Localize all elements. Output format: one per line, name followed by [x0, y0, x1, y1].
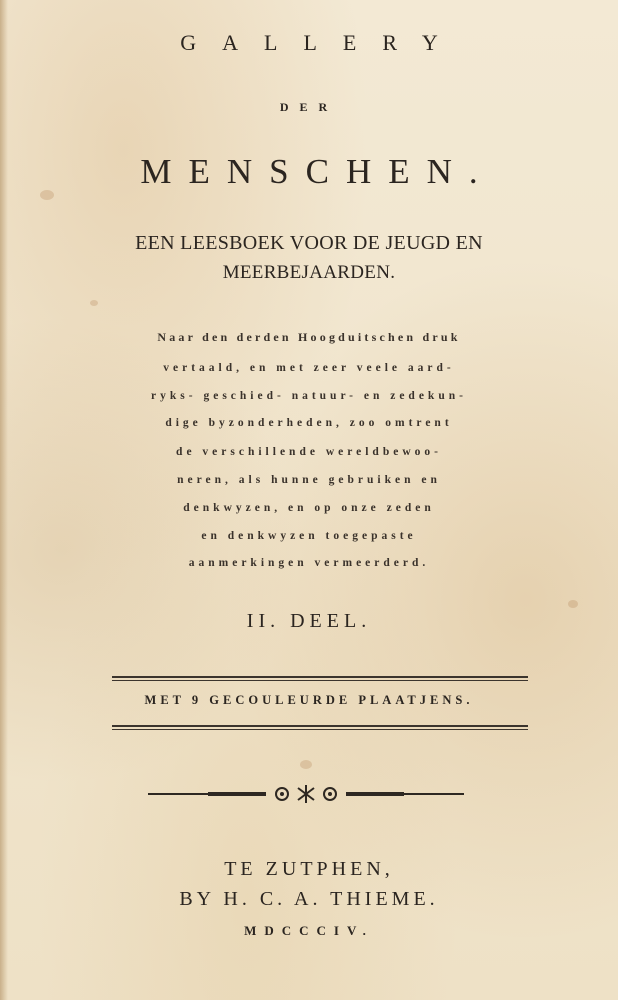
rule-bottom [112, 725, 528, 727]
page-edge [0, 0, 8, 1000]
foxing-spot [568, 600, 578, 608]
title-gallery: GALLERY [180, 30, 464, 55]
imprint-year: MDCCCIV. [244, 923, 374, 938]
subtitle-line-2: MEERBEJAARDEN. [222, 262, 396, 283]
foxing-spot [90, 300, 98, 306]
plates-note: MET 9 GECOULEURDE PLAATJENS. [144, 693, 474, 707]
body-line: denkwyzen, en op onze zeden [183, 502, 435, 514]
title-menschen: MENSCHEN. [140, 152, 495, 191]
rule-top-thin [112, 680, 528, 681]
subtitle-line-1: EEN LEESBOEK VOOR DE JEUGD EN [135, 232, 483, 254]
body-line: vertaald, en met zeer veele aard- [163, 362, 455, 374]
imprint-printer: BY H. C. A. THIEME. [179, 888, 439, 910]
imprint-place: TE ZUTPHEN, [224, 858, 394, 880]
body-line: en denkwyzen toegepaste [201, 530, 417, 542]
body-line: aanmerkingen vermeerderd. [188, 557, 430, 569]
volume-label: II. DEEL. [246, 610, 372, 632]
body-line: neren, als hunne gebruiken en [177, 474, 441, 486]
foxing-spot [300, 760, 312, 769]
title-der: DER [279, 100, 339, 114]
ornament-divider [148, 784, 464, 804]
body-line: ryks- geschied- natuur- en zedekun- [151, 390, 467, 402]
body-line: dige byzonderheden, zoo omtrent [165, 417, 453, 429]
body-line: de verschillende wereldbewoo- [176, 446, 442, 458]
rule-top [112, 676, 528, 678]
body-line: Naar den derden Hoogduitschen druk [157, 330, 461, 344]
rule-bottom-thin [112, 729, 528, 730]
